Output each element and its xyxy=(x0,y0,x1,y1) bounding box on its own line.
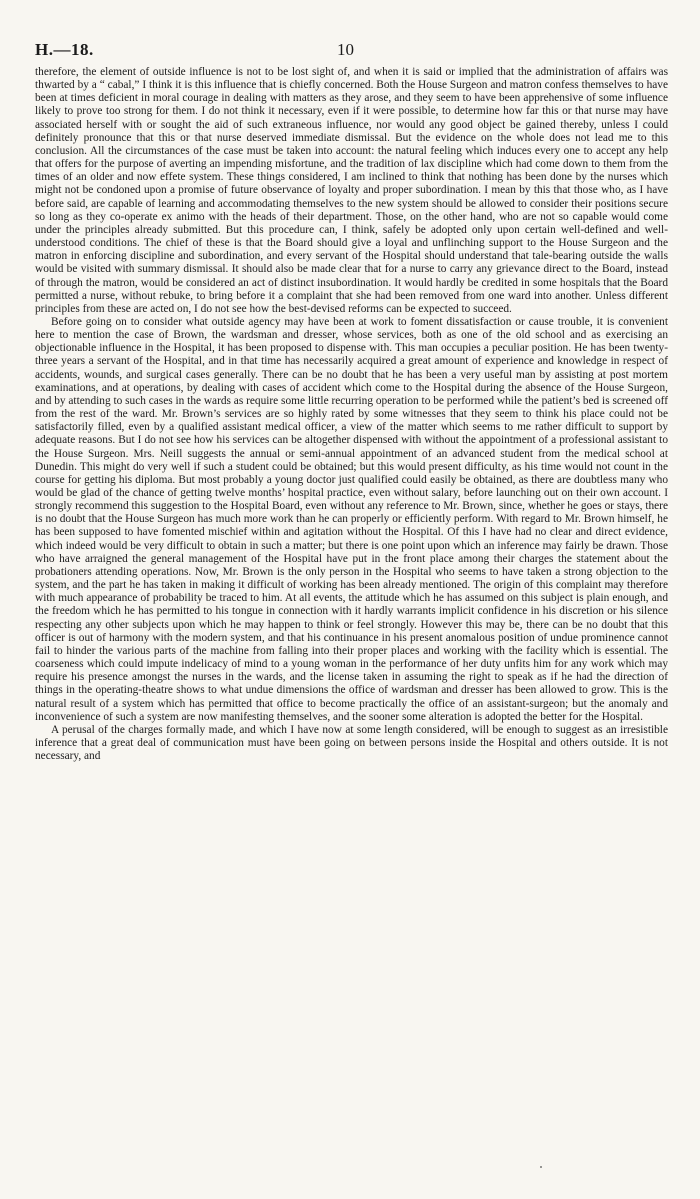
paragraph: A perusal of the charges formally made, and which I have now at some length considered, will be enough to suggest as an irresistible inference that a great deal of communication must have been going on between persons inside the Hospital and others outside. It is not necessary, and xyxy=(35,723,668,763)
page-number: 10 xyxy=(337,40,354,59)
paragraph: therefore, the element of outside influence is not to be lost sight of, and when it is said or implied that the administration of affairs was thwarted by a “ cabal,” I think it is this influence that is chiefly concerned. Both the House Surgeon and matron confess themselves to have been at times deficient in moral courage in dealing with matters as they arose, and they seem to have been apprehensive of some influence likely to prove too strong for them. I do not think it necessary, even if it were possible, to determine how far this or that nurse may have associated herself with or sought the aid of such extraneous influence, nor would any good object be gained thereby, unless I could definitely pronounce that this or that nurse deserved immediate dismissal. But the evidence on the whole does not lead me to this conclusion. All the circumstances of the case must be taken into account: the natural feeling which induces every one to accept any help that offers for the purpose of averting an impending misfortune, and the tradition of lax discipline which had come down to them from the times of an older and now effete system. These things considered, I am inclined to think that nothing has been done by the nurses which might not be condoned upon a promise of future observance of loyalty and proper subordination. I mean by this that those who, as I have before said, are capable of learning and accommodating themselves to the new system should be allowed to consider their positions secure so long as they co-operate ex animo with the heads of their department. Those, on the other hand, who are not so capable would come under the principles already submitted. But this procedure can, I think, safely be adopted only upon certain well-defined and well-understood conditions. The chief of these is that the Board should give a loyal and unflinching support to the House Surgeon and the matron in enforcing discipline and subordination, and every servant of the Hospital should understand that tale-bearing outside the walls would be visited with summary dismissal. It should also be made clear that for a nurse to carry any grievance direct to the Board, instead of through the matron, would be considered an act of distinct insubordination. It would hardly be credited in some hospitals that the Board permitted a nurse, without rebuke, to bring before it a complaint that she had been removed from one ward into another. Unless different principles from these are acted on, I do not see how the best-devised reforms can be expected to succeed. xyxy=(35,66,668,315)
body-text xyxy=(35,66,668,763)
print-speck xyxy=(540,1166,542,1168)
page-header xyxy=(35,40,668,64)
paper-reference: H.—18. xyxy=(35,40,94,59)
paragraph: Before going on to consider what outside agency may have been at work to foment dissatisfaction or cause trouble, it is convenient here to mention the case of Brown, the wardsman and dresser, whose services, both as one of the old school and as exercising an objectionable influence in the Hospital, it has been proposed to dispense with. This man occupies a peculiar position. He has been twenty-three years a servant of the Hospital, and in that time has necessarily acquired a great amount of experience and knowledge in respect of accidents, wounds, and surgical cases generally. There can be no doubt that he has been a very useful man by assisting at post mortem examinations, and at operations, by dealing with cases of accident which come to the Hospital during the absence of the House Surgeon, and by attending to such cases in the wards as require some little recurring operation to be performed while the patient’s bed is screened off from the rest of the ward. Mr. Brown’s services are so highly rated by some witnesses that they seem to think his place could not be satisfactorily filled, even by a qualified assistant medical officer, a view of the matter which seems to me rather difficult to support by adequate reasons. But I do not see how his services can be altogether dispensed with without the appointment of a professional assistant to the House Surgeon. Mrs. Neill suggests the annual or semi-annual appointment of an advanced student from the medical school at Dunedin. This might do very well if such a student could be obtained; but this would present difficulty, as his time would not count in the course for getting his diploma. But most probably a young doctor just qualified could easily be obtained, as there are doubtless many who would be glad of the chance of getting twelve months’ hospital practice, even without salary, before launching out on their own account. I strongly recommend this suggestion to the Hospital Board, even without any reference to Mr. Brown, since, whether he goes or stays, there is no doubt that the House Surgeon has much more work than he can properly or efficiently perform. With regard to Mr. Brown himself, he has been supposed to have fomented mischief within and agitation without the Hospital. Of this I have had no clear and direct evidence, which indeed would be very difficult to obtain in such a matter; but there is one point upon which an inference may fairly be drawn. Those who have arraigned the general management of the Hospital have put in the front place among their charges the statement about the probationers attending operations. Now, Mr. Brown is the only person in the Hospital who seems to have taken a strong objection to the system, and the part he has taken in making it difficult of working has been already mentioned. The origin of this complaint may therefore with much appearance of probability be traced to him. At all events, the attitude which he has assumed on this subject is plain enough, and the freedom which he has permitted to his tongue in connection with it hardly warrants implicit confidence in his discretion or his silence respecting any other subjects upon which he may happen to think or feel strongly. However this may be, there can be no doubt that this officer is out of harmony with the modern system, and that his continuance in his present anomalous position of undue prominence cannot fail to hinder the various parts of the machine from falling into their proper places and working with the facility which is essential. The coarseness which could impute indelicacy of mind to a young woman in the performance of her duty unfits him for any work which may require his presence amongst the nurses in the wards, and the license taken in assuming the right to speak as if he had the direction of things in the operating-theatre shows to what undue dimensions the office of wardsman and dresser has been allowed to grow. This is the natural result of a system which has permitted that office to become practically the office of an assistant-surgeon; but the anomaly and inconvenience of such a system are now manifesting themselves, and the sooner some alteration is adopted the better for the Hospital. xyxy=(35,315,668,723)
